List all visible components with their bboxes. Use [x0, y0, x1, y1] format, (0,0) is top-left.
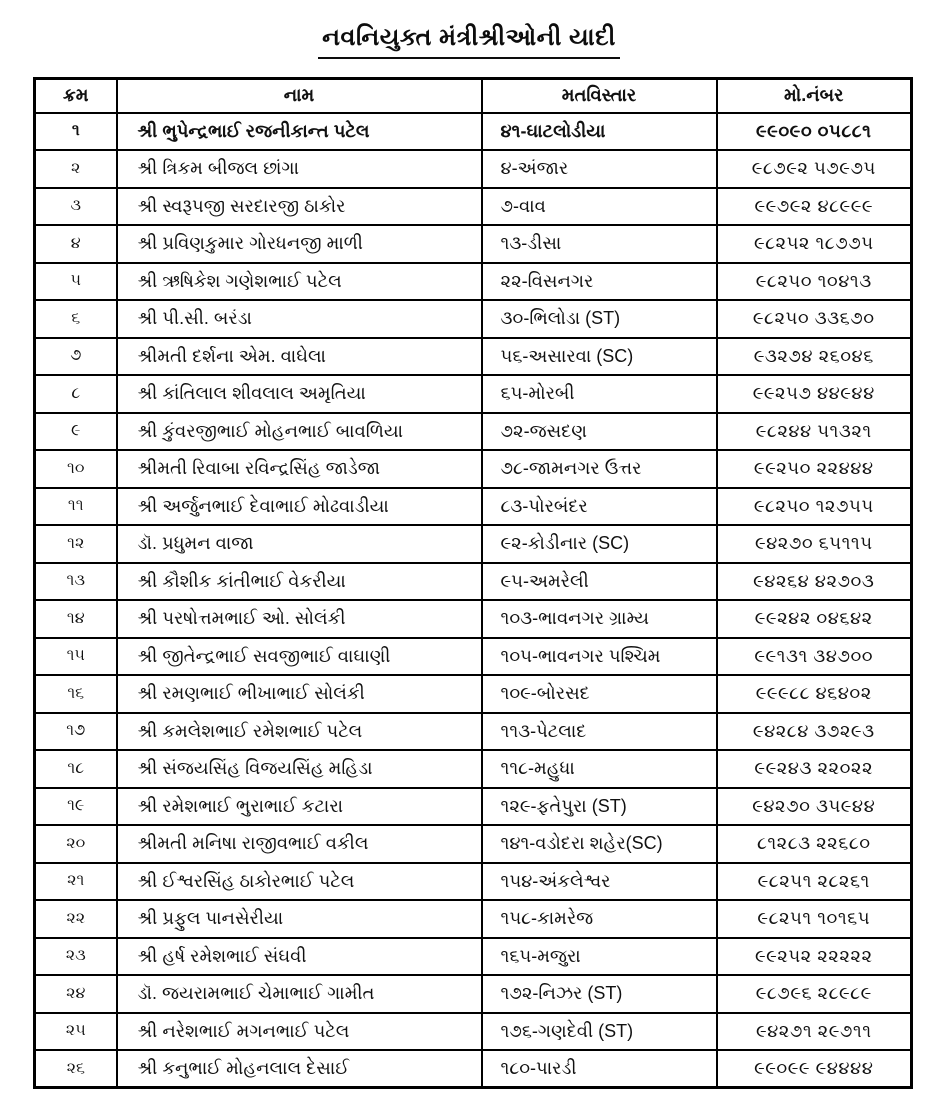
serial-cell: ૨૩ [35, 938, 117, 976]
constituency-cell: ૪-અંજાર [482, 150, 717, 188]
constituency-cell: ૧૩-ડીસા [482, 225, 717, 263]
serial-cell: ૨૨ [35, 900, 117, 938]
name-cell: ડૉ. જયરામભાઈ ચેમાભાઈ ગામીત [117, 975, 482, 1013]
name-cell: શ્રીમતી દર્શના એમ. વાઘેલા [117, 338, 482, 376]
serial-cell: ૨૧ [35, 863, 117, 901]
serial-cell: ૫ [35, 263, 117, 301]
table-row [35, 413, 912, 451]
constituency-cell: ૯૫-અમરેલી [482, 563, 717, 601]
name-cell: શ્રી નરેશભાઈ મગનભાઈ પટેલ [117, 1013, 482, 1051]
table-row [35, 713, 912, 751]
mobile-cell: ૯૮૨૫૦ ૩૩૬૭૦ [717, 300, 912, 338]
constituency-cell: ૧૭૨-નિઝર (ST) [482, 975, 717, 1013]
mobile-cell: ૯૮૨૫૦ ૧૨૭૫૫ [717, 488, 912, 526]
mobile-cell: ૯૯૦૯૦ ૦૫૮૮૧ [717, 113, 912, 151]
mobile-cell: ૯૪૨૭૧ ૨૯૭૧૧ [717, 1013, 912, 1051]
table-row [35, 188, 912, 226]
serial-cell: ૬ [35, 300, 117, 338]
header-mobile: મો.નંબર [717, 79, 912, 113]
mobile-cell: ૯૯૨૪૨ ૦૪૬૪૨ [717, 600, 912, 638]
mobile-cell: ૯૯૯૮૮ ૪૬૪૦૨ [717, 675, 912, 713]
title-row [0, 0, 938, 59]
table-row [35, 525, 912, 563]
table-row [35, 788, 912, 826]
serial-cell: ૨ [35, 150, 117, 188]
name-cell: શ્રી અર્જુનભાઈ દેવાભાઈ મોઢવાડીયા [117, 488, 482, 526]
serial-cell: ૧૧ [35, 488, 117, 526]
name-cell: શ્રી કુંવરજીભાઈ મોહનભાઈ બાવળિયા [117, 413, 482, 451]
name-cell: શ્રી પી.સી. બરંડા [117, 300, 482, 338]
serial-cell: ૧૬ [35, 675, 117, 713]
table-row [35, 338, 912, 376]
constituency-cell: ૩૦-ભિલોડા (ST) [482, 300, 717, 338]
mobile-cell: ૯૮૨૫૨ ૧૮૭૭૫ [717, 225, 912, 263]
name-cell: શ્રી પ્રફુલ પાનસેરીયા [117, 900, 482, 938]
mobile-cell: ૯૯૨૪૩ ૨૨૦૨૨ [717, 750, 912, 788]
constituency-cell: ૪૧-ઘાટલોડીયા [482, 113, 717, 151]
table-row [35, 488, 912, 526]
name-cell: શ્રી પ્રવિણકુમાર ગોરધનજી માળી [117, 225, 482, 263]
name-cell: શ્રી કમલેશભાઈ રમેશભાઈ પટેલ [117, 713, 482, 751]
name-cell: શ્રી પરષોત્તમભાઈ ઓ. સોલંકી [117, 600, 482, 638]
name-cell: શ્રીમતી મનિષા રાજીવભાઈ વકીલ [117, 825, 482, 863]
constituency-cell: ૧૫૮-કામરેજ [482, 900, 717, 938]
constituency-cell: ૧૧૩-પેટલાદ [482, 713, 717, 751]
serial-cell: ૧૦ [35, 450, 117, 488]
name-cell: શ્રી રમેશભાઈ ભુરાભાઈ કટારા [117, 788, 482, 826]
serial-cell: ૨૫ [35, 1013, 117, 1051]
name-cell: શ્રી ભુપેન્દ્રભાઈ રજનીકાન્ત પટેલ [117, 113, 482, 151]
serial-cell: ૧૫ [35, 638, 117, 676]
table-row [35, 375, 912, 413]
table-row [35, 900, 912, 938]
name-cell: શ્રી ત્રિકમ બીજલ છાંગા [117, 150, 482, 188]
table-row [35, 638, 912, 676]
constituency-cell: ૮૩-પોરબંદર [482, 488, 717, 526]
mobile-cell: ૯૪૨૭૦ ૬૫૧૧૫ [717, 525, 912, 563]
constituency-cell: ૧૭૬-ગણદેવી (ST) [482, 1013, 717, 1051]
table-body [35, 113, 912, 1088]
mobile-cell: ૯૮૨૪૪ ૫૧૩૨૧ [717, 413, 912, 451]
table-row [35, 563, 912, 601]
table-row [35, 150, 912, 188]
mobile-cell: ૯૯૧૩૧ ૩૪૭૦૦ [717, 638, 912, 676]
serial-cell: ૨૦ [35, 825, 117, 863]
header-row [35, 79, 912, 113]
constituency-cell: ૧૪૧-વડોદરા શહેર(SC) [482, 825, 717, 863]
table-row [35, 750, 912, 788]
table-row [35, 600, 912, 638]
constituency-cell: ૨૨-વિસનગર [482, 263, 717, 301]
serial-cell: ૧ [35, 113, 117, 151]
table-row [35, 863, 912, 901]
constituency-cell: ૬૫-મોરબી [482, 375, 717, 413]
mobile-cell: ૯૮૨૫૧ ૨૮૨૬૧ [717, 863, 912, 901]
name-cell: શ્રીમતી રિવાબા રવિન્દ્રસિંહ જાડેજા [117, 450, 482, 488]
ministers-table [33, 77, 913, 1089]
serial-cell: ૯ [35, 413, 117, 451]
serial-cell: ૧૯ [35, 788, 117, 826]
mobile-cell: ૯૪૨૮૪ ૩૭૨૯૩ [717, 713, 912, 751]
header-name: નામ [117, 79, 482, 113]
constituency-cell: ૧૨૯-ફતેપુરા (ST) [482, 788, 717, 826]
table-row [35, 825, 912, 863]
constituency-cell: ૭-વાવ [482, 188, 717, 226]
mobile-cell: ૯૯૦૯૯ ૯૪૪૪૪ [717, 1050, 912, 1088]
table-row [35, 1050, 912, 1088]
header-serial: ક્રમ [35, 79, 117, 113]
header-constituency: મતવિસ્તાર [482, 79, 717, 113]
name-cell: શ્રી રમણભાઈ ભીખાભાઈ સોલંકી [117, 675, 482, 713]
mobile-cell: ૯૯૨૫૭ ૪૪૯૪૪ [717, 375, 912, 413]
table-row [35, 113, 912, 151]
serial-cell: ૧૩ [35, 563, 117, 601]
name-cell: શ્રી સંજયસિંહ વિજયસિંહ મહિડા [117, 750, 482, 788]
table-row [35, 675, 912, 713]
constituency-cell: ૭૮-જામનગર ઉત્તર [482, 450, 717, 488]
constituency-cell: ૧૦૫-ભાવનગર પશ્ચિમ [482, 638, 717, 676]
table-row [35, 938, 912, 976]
name-cell: શ્રી જીતેન્દ્રભાઈ સવજીભાઈ વાઘાણી [117, 638, 482, 676]
table-header [35, 79, 912, 113]
serial-cell: ૭ [35, 338, 117, 376]
serial-cell: ૨૪ [35, 975, 117, 1013]
name-cell: ડૉ. પ્રધુમન વાજા [117, 525, 482, 563]
name-cell: શ્રી સ્વરૂપજી સરદારજી ઠાકોર [117, 188, 482, 226]
name-cell: શ્રી કૌશીક કાંતીભાઈ વેકરીયા [117, 563, 482, 601]
table-row [35, 1013, 912, 1051]
constituency-cell: ૭૨-જસદણ [482, 413, 717, 451]
mobile-cell: ૯૮૭૯૨ ૫૭૯૭૫ [717, 150, 912, 188]
serial-cell: ૨૬ [35, 1050, 117, 1088]
mobile-cell: ૮૧૨૮૩ ૨૨૬૮૦ [717, 825, 912, 863]
page-title: નવનિયુક્ત મંત્રીશ્રીઓની યાદી [318, 24, 620, 59]
constituency-cell: ૧૮૦-પારડી [482, 1050, 717, 1088]
table-row [35, 300, 912, 338]
name-cell: શ્રી હર્ષ રમેશભાઈ સંઘવી [117, 938, 482, 976]
mobile-cell: ૯૯૭૯૨ ૪૮૯૯૯ [717, 188, 912, 226]
mobile-cell: ૯૮૭૯૬ ૨૮૯૮૯ [717, 975, 912, 1013]
constituency-cell: ૫૬-અસારવા (SC) [482, 338, 717, 376]
constituency-cell: ૧૦૯-બોરસદ [482, 675, 717, 713]
serial-cell: ૧૪ [35, 600, 117, 638]
mobile-cell: ૯૮૨૫૧ ૧૦૧૬૫ [717, 900, 912, 938]
serial-cell: ૩ [35, 188, 117, 226]
name-cell: શ્રી કનુભાઈ મોહનલાલ દેસાઈ [117, 1050, 482, 1088]
table-row [35, 975, 912, 1013]
mobile-cell: ૯૪૨૭૦ ૩૫૯૪૪ [717, 788, 912, 826]
serial-cell: ૧૮ [35, 750, 117, 788]
table-row [35, 225, 912, 263]
constituency-cell: ૧૧૮-મહુધા [482, 750, 717, 788]
mobile-cell: ૯૪૨૬૪ ૪૨૭૦૩ [717, 563, 912, 601]
constituency-cell: ૯૨-કોડીનાર (SC) [482, 525, 717, 563]
mobile-cell: ૯૯૨૫૨ ૨૨૨૨૨ [717, 938, 912, 976]
table-row [35, 263, 912, 301]
serial-cell: ૪ [35, 225, 117, 263]
name-cell: શ્રી કાંતિલાલ શીવલાલ અમૃતિયા [117, 375, 482, 413]
table-row [35, 450, 912, 488]
name-cell: શ્રી ઋષિકેશ ગણેશભાઈ પટેલ [117, 263, 482, 301]
serial-cell: ૧૭ [35, 713, 117, 751]
constituency-cell: ૧૬૫-મજુરા [482, 938, 717, 976]
mobile-cell: ૯૯૨૫૦ ૨૨૪૪૪ [717, 450, 912, 488]
mobile-cell: ૯૮૨૫૦ ૧૦૪૧૩ [717, 263, 912, 301]
mobile-cell: ૯૩૨૭૪ ૨૬૦૪૬ [717, 338, 912, 376]
constituency-cell: ૧૫૪-અંકલેશ્વર [482, 863, 717, 901]
serial-cell: ૮ [35, 375, 117, 413]
constituency-cell: ૧૦૩-ભાવનગર ગ્રામ્ય [482, 600, 717, 638]
name-cell: શ્રી ઈશ્વરસિંહ ઠાકોરભાઈ પટેલ [117, 863, 482, 901]
serial-cell: ૧૨ [35, 525, 117, 563]
